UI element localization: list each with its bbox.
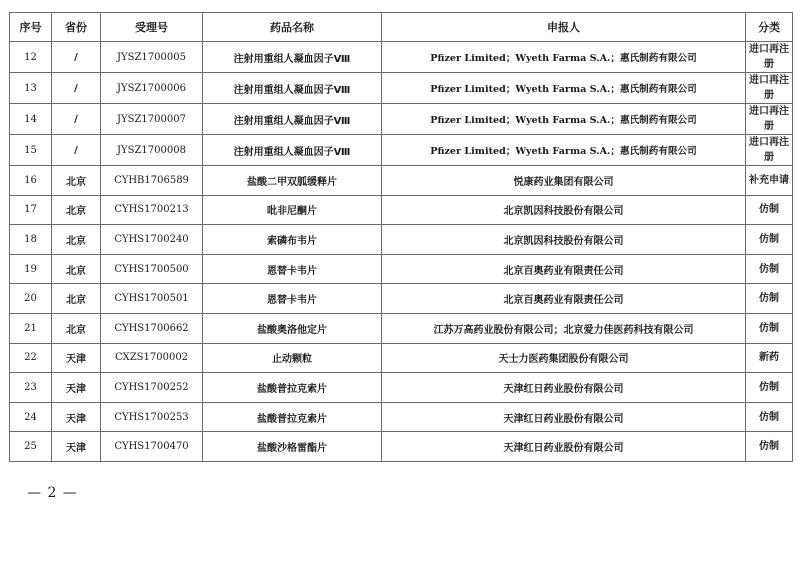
cell-acceptance-no: JYSZ1700008: [101, 135, 203, 166]
cell-drug-name: 吡非尼酮片: [203, 195, 382, 225]
cell-applicant: 北京凯因科技股份有限公司: [382, 195, 746, 225]
cell-no: 15: [10, 135, 52, 166]
cell-category: 进口再注册: [746, 135, 793, 166]
table-row: [10, 432, 793, 462]
table-row: [10, 166, 793, 196]
table-row: [10, 313, 793, 343]
table-header-row: [10, 13, 793, 42]
cell-province: /: [52, 42, 101, 73]
cell-acceptance-no: CYHS1700662: [101, 313, 203, 343]
cell-applicant: Pfizer Limited；Wyeth Farma S.A.；惠氏制药有限公司: [382, 104, 746, 135]
header-drug-name: 药品名称: [203, 13, 382, 42]
cell-category: 新药: [746, 343, 793, 373]
cell-acceptance-no: CYHS1700501: [101, 284, 203, 314]
cell-applicant: 天津红日药业股份有限公司: [382, 402, 746, 432]
cell-drug-name: 注射用重组人凝血因子Ⅷ: [203, 135, 382, 166]
cell-applicant: 北京凯因科技股份有限公司: [382, 225, 746, 255]
cell-category: 仿制: [746, 225, 793, 255]
cell-no: 21: [10, 313, 52, 343]
header-acceptance-no: 受理号: [101, 13, 203, 42]
header-category: 分类: [746, 13, 793, 42]
cell-acceptance-no: JYSZ1700006: [101, 73, 203, 104]
cell-applicant: Pfizer Limited；Wyeth Farma S.A.；惠氏制药有限公司: [382, 135, 746, 166]
cell-no: 20: [10, 284, 52, 314]
cell-category: 进口再注册: [746, 104, 793, 135]
cell-category: 仿制: [746, 284, 793, 314]
cell-province: /: [52, 73, 101, 104]
table-row: [10, 195, 793, 225]
table-row: [10, 373, 793, 403]
cell-category: 仿制: [746, 432, 793, 462]
header-no: 序号: [10, 13, 52, 42]
cell-acceptance-no: JYSZ1700007: [101, 104, 203, 135]
table-row: [10, 225, 793, 255]
cell-province: 天津: [52, 432, 101, 462]
cell-no: 14: [10, 104, 52, 135]
cell-category: 仿制: [746, 313, 793, 343]
page-number: — 2 —: [27, 485, 78, 501]
registration-table: [9, 12, 793, 462]
cell-category: 仿制: [746, 373, 793, 403]
cell-drug-name: 盐酸普拉克索片: [203, 402, 382, 432]
cell-drug-name: 索磷布韦片: [203, 225, 382, 255]
cell-province: 北京: [52, 195, 101, 225]
cell-province: 北京: [52, 313, 101, 343]
cell-acceptance-no: CYHS1700252: [101, 373, 203, 403]
cell-acceptance-no: CYHS1700500: [101, 254, 203, 284]
cell-category: 仿制: [746, 195, 793, 225]
cell-no: 13: [10, 73, 52, 104]
cell-no: 12: [10, 42, 52, 73]
cell-acceptance-no: CYHS1700470: [101, 432, 203, 462]
header-applicant: 申报人: [382, 13, 746, 42]
cell-applicant: 天士力医药集团股份有限公司: [382, 343, 746, 373]
cell-drug-name: 注射用重组人凝血因子Ⅷ: [203, 42, 382, 73]
cell-drug-name: 盐酸沙格雷酯片: [203, 432, 382, 462]
cell-category: 仿制: [746, 402, 793, 432]
cell-drug-name: 盐酸普拉克索片: [203, 373, 382, 403]
cell-applicant: 江苏万高药业股份有限公司；北京爱力佳医药科技有限公司: [382, 313, 746, 343]
cell-applicant: Pfizer Limited；Wyeth Farma S.A.；惠氏制药有限公司: [382, 42, 746, 73]
cell-no: 23: [10, 373, 52, 403]
cell-province: 天津: [52, 373, 101, 403]
cell-acceptance-no: CYHB1706589: [101, 166, 203, 196]
table-row: [10, 284, 793, 314]
cell-province: 北京: [52, 284, 101, 314]
table-row: [10, 104, 793, 135]
cell-acceptance-no: CYHS1700213: [101, 195, 203, 225]
table-row: [10, 73, 793, 104]
table-row: [10, 135, 793, 166]
cell-acceptance-no: CYHS1700253: [101, 402, 203, 432]
cell-applicant: 悦康药业集团有限公司: [382, 166, 746, 196]
cell-province: 天津: [52, 343, 101, 373]
cell-province: 北京: [52, 254, 101, 284]
cell-category: 仿制: [746, 254, 793, 284]
cell-acceptance-no: CXZS1700002: [101, 343, 203, 373]
cell-no: 18: [10, 225, 52, 255]
cell-province: /: [52, 104, 101, 135]
cell-no: 19: [10, 254, 52, 284]
header-province: 省份: [52, 13, 101, 42]
cell-category: 补充申请: [746, 166, 793, 196]
cell-no: 17: [10, 195, 52, 225]
cell-drug-name: 恩替卡韦片: [203, 284, 382, 314]
cell-drug-name: 恩替卡韦片: [203, 254, 382, 284]
cell-category: 进口再注册: [746, 42, 793, 73]
table-row: [10, 343, 793, 373]
cell-no: 24: [10, 402, 52, 432]
cell-applicant: 天津红日药业股份有限公司: [382, 373, 746, 403]
cell-no: 22: [10, 343, 52, 373]
table-row: [10, 42, 793, 73]
cell-drug-name: 注射用重组人凝血因子Ⅷ: [203, 73, 382, 104]
cell-no: 16: [10, 166, 52, 196]
cell-applicant: 北京百奥药业有限责任公司: [382, 254, 746, 284]
cell-province: 北京: [52, 225, 101, 255]
table-row: [10, 402, 793, 432]
cell-province: 天津: [52, 402, 101, 432]
cell-province: /: [52, 135, 101, 166]
cell-applicant: 天津红日药业股份有限公司: [382, 432, 746, 462]
table-body: [10, 42, 793, 462]
cell-province: 北京: [52, 166, 101, 196]
cell-acceptance-no: CYHS1700240: [101, 225, 203, 255]
cell-category: 进口再注册: [746, 73, 793, 104]
table-row: [10, 254, 793, 284]
cell-applicant: Pfizer Limited；Wyeth Farma S.A.；惠氏制药有限公司: [382, 73, 746, 104]
cell-drug-name: 注射用重组人凝血因子Ⅷ: [203, 104, 382, 135]
cell-drug-name: 止动颗粒: [203, 343, 382, 373]
cell-acceptance-no: JYSZ1700005: [101, 42, 203, 73]
cell-drug-name: 盐酸奥洛他定片: [203, 313, 382, 343]
cell-no: 25: [10, 432, 52, 462]
cell-applicant: 北京百奥药业有限责任公司: [382, 284, 746, 314]
cell-drug-name: 盐酸二甲双胍缓释片: [203, 166, 382, 196]
